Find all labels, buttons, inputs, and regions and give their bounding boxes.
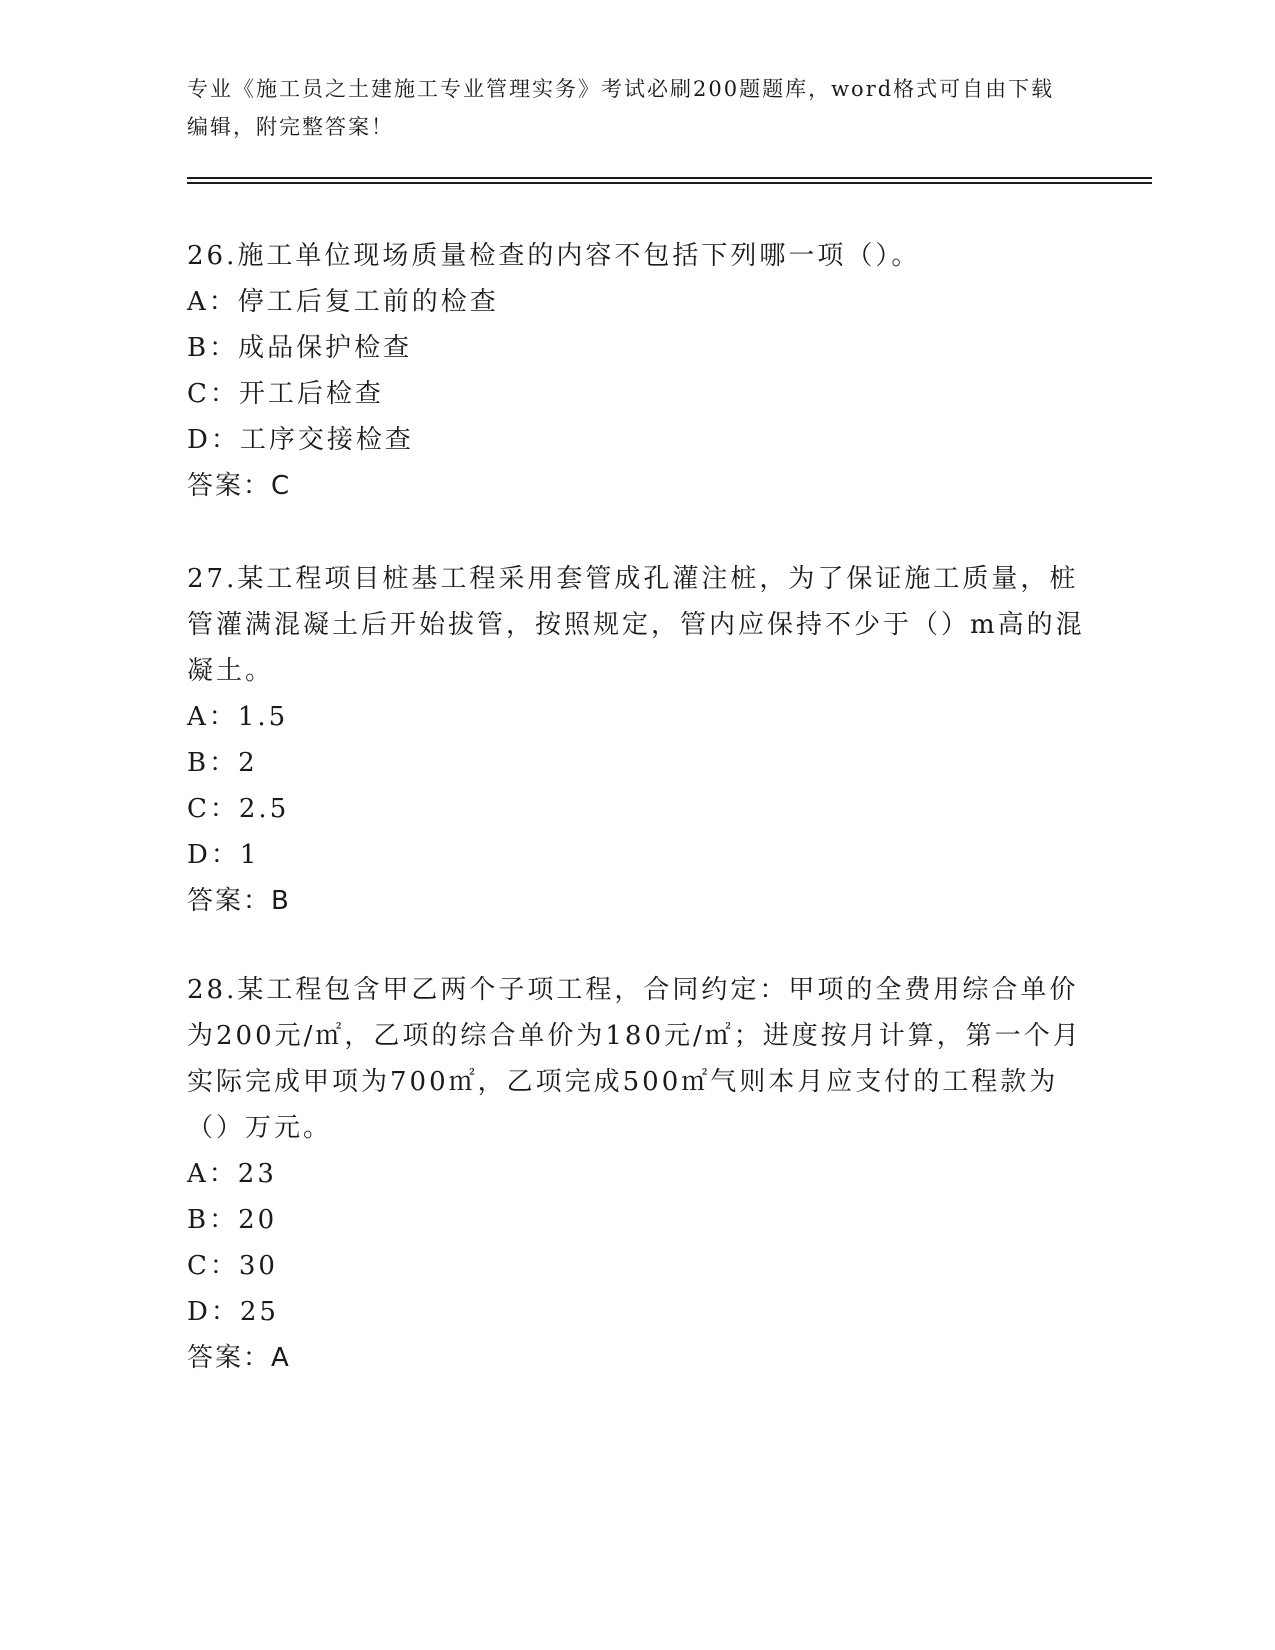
header-divider-bottom [187,182,1152,184]
option-b: B：20 [187,1205,278,1235]
question-stem: 26.施工单位现场质量检查的内容不包括下列哪一项（）。 [187,241,921,271]
question-stem: 27.某工程项目桩基工程采用套管成孔灌注桩，为了保证施工质量，桩管灌满混凝土后开始拔管，按照规定，管内应保持不少于（）m高的混凝土。 [187,564,1085,686]
option-b: B：成品保护检查 [187,333,413,363]
option-d: D：1 [187,840,260,870]
option-a: A：停工后复工前的检查 [187,287,499,317]
header-divider-top [187,177,1152,179]
option-b: B：2 [187,748,258,778]
option-a: A：23 [187,1159,277,1189]
option-d: D：工序交接检查 [187,425,414,455]
option-a: A：1.5 [187,702,289,732]
answer: 答案：B [187,886,291,916]
option-c: C：开工后检查 [187,379,384,409]
answer: 答案：C [187,471,292,501]
question-28 [187,967,1087,1381]
option-d: D：25 [187,1297,279,1327]
option-c: C：30 [187,1251,278,1281]
answer: 答案：A [187,1343,291,1373]
option-c: C：2.5 [187,794,290,824]
question-stem: 28.某工程包含甲乙两个子项工程，合同约定：甲项的全费用综合单价为200元/㎡，乙项的综合单价为180元/㎡；进度按月计算，第一个月实际完成甲项为700㎡，乙项完成500㎡气则本月应支付的工程款为（）万元。 [187,975,1082,1143]
question-26 [187,233,1087,509]
question-27 [187,556,1087,924]
document-header: 专业《施工员之土建施工专业管理实务》考试必刷200题题库，word格式可自由下载编辑，附完整答案！ [187,77,1055,139]
